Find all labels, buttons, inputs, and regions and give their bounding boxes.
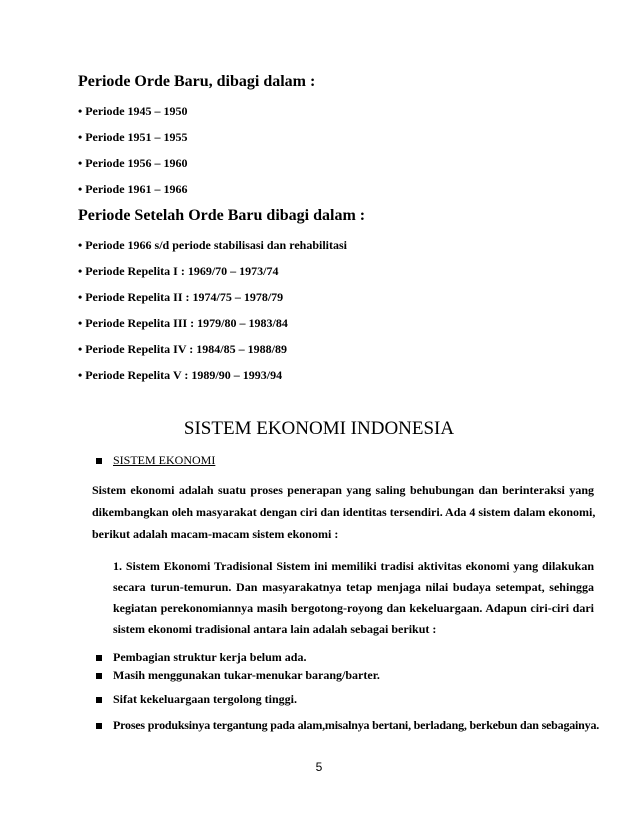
ciri-item: Pembagian struktur kerja belum ada. (113, 650, 307, 664)
setelah-orde-baru-item: • Periode Repelita I : 1969/70 – 1973/74 (78, 264, 279, 278)
intro-line: berikut adalah macam-macam sistem ekonomi : (92, 527, 339, 541)
orde-baru-item: • Periode 1951 – 1955 (78, 130, 188, 144)
setelah-orde-baru-item: • Periode Repelita IV : 1984/85 – 1988/89 (78, 342, 287, 356)
point1-line: sistem ekonomi tradisional antara lain adalah sebagai berikut : (113, 622, 437, 636)
square-bullet-icon (96, 697, 102, 703)
point1-line: 1. Sistem Ekonomi Tradisional Sistem ini memiliki tradisi aktivitas ekonomi yang dilakukan (113, 559, 594, 573)
orde-baru-heading: Periode Orde Baru, dibagi dalam : (78, 73, 316, 90)
ciri-item: Masih menggunakan tukar-menukar barang/barter. (113, 668, 380, 682)
point1-line: kegiatan perekonomiannya masih bergotong-royong dan kekeluargaan. Adapun ciri-ciri dari (113, 601, 594, 615)
square-bullet-icon (96, 655, 102, 661)
square-bullet-icon (96, 723, 102, 729)
section-title: SISTEM EKONOMI INDONESIA (183, 418, 455, 439)
setelah-orde-baru-item: • Periode Repelita V : 1989/90 – 1993/94 (78, 368, 283, 382)
point1-line: secara turun-temurun. Dan masyarakatnya tetap menjaga nilai budaya setempat, sehingga (113, 580, 594, 594)
subsection-heading: SISTEM EKONOMI (113, 453, 216, 467)
orde-baru-item: • Periode 1956 – 1960 (78, 156, 188, 170)
intro-line: Sistem ekonomi adalah suatu proses penerapan yang saling behubungan dan berinteraksi yang (92, 483, 594, 497)
setelah-orde-baru-item: • Periode Repelita II : 1974/75 – 1978/79 (78, 290, 284, 304)
setelah-orde-baru-item: • Periode Repelita III : 1979/80 – 1983/84 (78, 316, 288, 330)
orde-baru-item: • Periode 1961 – 1966 (78, 182, 188, 196)
setelah-orde-baru-item: • Periode 1966 s/d periode stabilisasi dan rehabilitasi (78, 238, 348, 252)
orde-baru-item: • Periode 1945 – 1950 (78, 104, 188, 118)
page-number: 5 (315, 760, 323, 774)
square-bullet-icon (96, 458, 102, 464)
square-bullet-icon (96, 673, 102, 679)
ciri-item: Proses produksinya tergantung pada alam,misalnya bertani, berladang, berkebun dan sebagainya. (113, 718, 600, 732)
intro-line: dikembangkan oleh masyarakat dengan ciri dan identitas tersendiri. Ada 4 sistem dalam ekonomi, (92, 505, 596, 519)
ciri-item: Sifat kekeluargaan tergolong tinggi. (113, 692, 298, 706)
setelah-orde-baru-heading: Periode Setelah Orde Baru dibagi dalam : (78, 207, 366, 224)
